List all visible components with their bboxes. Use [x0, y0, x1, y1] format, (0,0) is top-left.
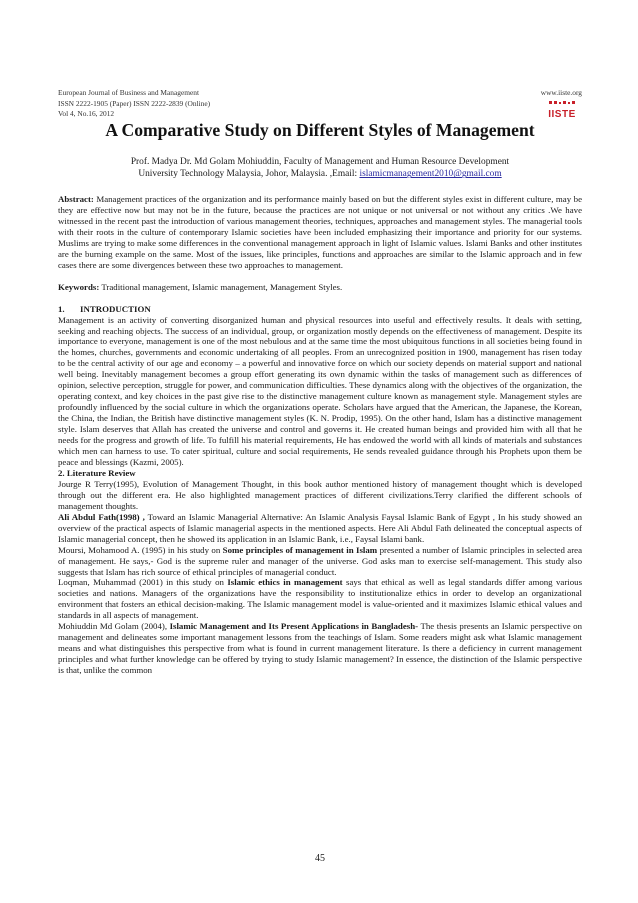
- section2-heading: 2. Literature Review: [58, 467, 136, 478]
- running-header: [58, 88, 582, 120]
- lit-review-p2: Ali Abdul Fath(1998) , Toward an Islamic Managerial Alternative: An Islamic Analysis Faysal Islamic Bank of Egypt , In his study showed an overview of the practical aspects of Islamic managerial aspects in the mentioned aspects. Here Ali Abdul Fath delineated the conceptual aspects of Islamic managerial concept, then he showed its application in an Islamic Bank, i.e., Faysal Islami bank.: [58, 511, 582, 544]
- lit-review-p5: Mohiuddin Md Golam (2004), Islamic Management and Its Present Applications in Bangladesh- The thesis presents an Islamic perspective on management and delineates some important management lessons from the teachings of Islam. Some readers might ask what Islamic management means and what distinguishes this perspective from what is found in current management literature. Is there a deficiency in current management principles and what further knowledge can be offered by trying to study Islamic management? In essence, the distinction of the Islamic perspective is that, unlike the common: [58, 621, 582, 676]
- journal-name: European Journal of Business and Management: [58, 88, 200, 97]
- keywords-text: Traditional management, Islamic management, Management Styles.: [99, 281, 343, 292]
- lit-review-p3: Moursi, Mohamood A. (1995) in his study on Some principles of management in Islam presented a number of Islamic principles in selected area of management. He says,- God is the supreme ruler and manager of the universe. God asks man to exercise self-management. This study also suggests that Islam has rich source of ethical principles of managerial conduct.: [58, 544, 582, 577]
- abstract-text: Management practices of the organization and its performance mainly based on but the different styles exist in different culture, may be they are effective now but may not be in the future, because the practices are not unique or not universal or not without any critics .We have witnessed in the recent past the introduction of various management theories, techniques, approaches and management styles. The managerial tools with their roots in the culture of contemporary Islamic societies have been included emphasizing their importance and priority for our systems. Muslims are trying to make some differences in the conventional management approach in light of Islamic values. Islami Banks and other institutes are the burning example on the same. Most of the issues, like principles, functions and approaches are similar to the Islamic approach and in few cases there are some divergences between these two approaches to management.: [58, 194, 582, 270]
- journal-url[interactable]: www.iiste.org: [540, 88, 582, 97]
- author-block: [58, 156, 582, 181]
- paper-body: [58, 194, 582, 676]
- author-location-text: University Technology Malaysia, Johor, Malaysia. ,Email:: [138, 169, 360, 180]
- author-location: [58, 168, 582, 180]
- lit-review-p4: Loqman, Muhammad (2001) in this study on Islamic ethics in management says that ethical as well as legal standards differ among various societies and nations. Managers of the organizations have the responsibility to institutionalize ethics in order to develop an organizational environment that fosters an ethical decision-making. The Islamic management model is value-oriented and it maximizes Islamic ethical values and standards in all aspects of management.: [58, 577, 583, 621]
- lit-review-p2-bold: Ali Abdul Fath(1998) ,: [58, 511, 145, 522]
- abstract: [58, 194, 582, 271]
- logo-lettering: IISTE: [548, 109, 576, 120]
- section1-heading: [58, 304, 582, 315]
- lit-review-p1: Jourge R Terry(1995), Evolution of Management Thought, in this book author mentioned history of management thought which is developed through out the different era. He also highlighted management practices of different civilizations.Terry clarified the different schools of management thoughts.: [58, 478, 582, 511]
- issn-line: ISSN 2222-1905 (Paper) ISSN 2222-2839 (Online): [58, 98, 211, 108]
- section1-number: 1.: [58, 303, 65, 314]
- paper-title: A Comparative Study on Different Styles of Management: [105, 120, 535, 140]
- lit-review-p4-bold: Islamic ethics in management: [227, 577, 343, 588]
- keywords: [58, 282, 582, 293]
- author-email-link[interactable]: islamicmanagement2010@gmail.com: [359, 169, 502, 180]
- keywords-label: Keywords:: [58, 281, 100, 292]
- section1-paragraph: Management is an activity of converting disorganized human and physical resources into useful and effectively results. It deals with setting, seeking and reaching objects. The success of an individual, group, or organization mostly depends on the effectiveness of management. Despite its importance to everyone, management is one of the most nebulous and at the same time the most ubiquitous functions in all societies being found in the homes, churches, governments and economic undertaking of all peoples. From an unrecognized position in 1900, management has risen today to be the central activity of our age and economy – a powerful and innovative force on which our society depends on material support and national well being. Inevitably management becomes a group effort generating its own dynamic within the tasks of management such as differences of opinion, selective perception, struggle for power, and communication difficulties. These dynamics along with the objectives of the organization, the operating context, and key choices in the past give rise to the distinctive management culture known as management style. Management styles are profoundly influenced by the social culture in which the organizations operate. Scholars have argued that the American, the Japanese, the Korean, the China, the Indian, the British have distinctive management styles (K. N. Prodip, 1995). On the other hand, Islam has a distinctive management style. Islam deserves that Allah has created the universe and control and governs it. He created human beings and provided him with all that he needs for the progress and growth of life. To fulfill his material requirements, He has endowed the world with all kinds of materials and substances which men can harness to use. To cater spiritual, culture and social requirements, He sends revealed guidance through his Prophets upon them be peace and blessings (Kazmi, 2005).: [58, 314, 582, 467]
- page-number: 45: [315, 853, 325, 864]
- iiste-logo: [548, 100, 576, 120]
- abstract-label: Abstract:: [58, 194, 94, 204]
- author-affiliation: Prof. Madya Dr. Md Golam Mohiuddin, Faculty of Management and Human Resource Development: [130, 157, 510, 167]
- section1-title: INTRODUCTION: [80, 303, 151, 314]
- lit-review-p3-bold: Some principles of management in Islam: [222, 544, 378, 555]
- lit-review-p5-bold: Islamic Management and Its Present Applications in Bangladesh-: [169, 621, 419, 632]
- volume-line: Vol 4, No.16, 2012: [58, 109, 115, 119]
